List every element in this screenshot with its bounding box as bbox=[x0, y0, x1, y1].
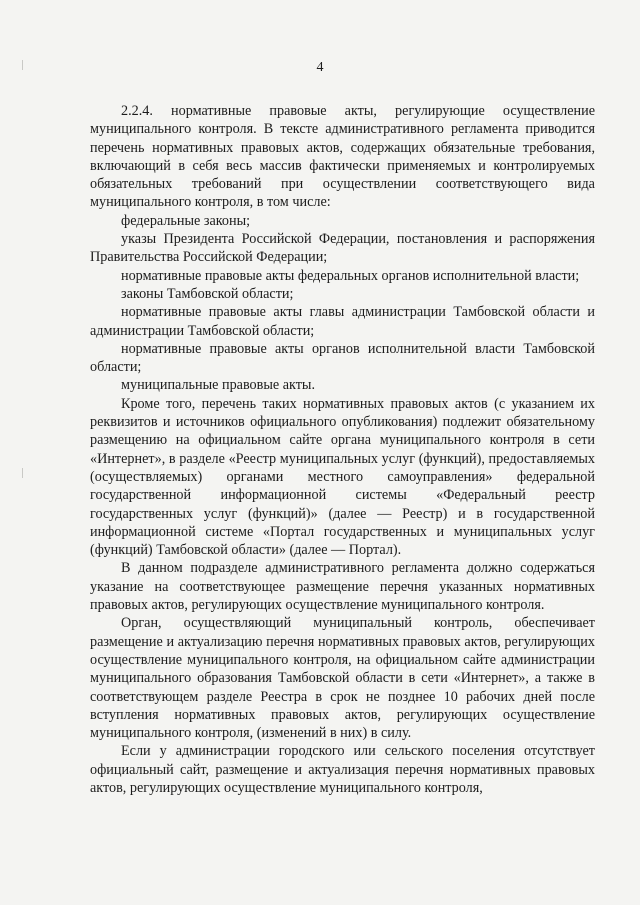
list-item-presidential-decrees: указы Президента Российской Федерации, постановления и распоряжения Правительства Российской Федерации; bbox=[90, 231, 595, 266]
page-number: 4 bbox=[316, 60, 324, 75]
list-item-federal-laws: федеральные законы; bbox=[121, 212, 251, 229]
list-item-regional-head-acts: нормативные правовые акты главы администрации Тамбовской области и администрации Тамбовской области; bbox=[90, 304, 595, 339]
paragraph-publication-requirement: Кроме того, перечень таких нормативных правовых актов (с указанием их реквизитов и источников официального опубликования) подлежит обязательному размещению на официальном сайте органа муниципального контроля в сети «Интернет», в разделе «Реестр муниципальных услуг (функций), предоставляемых (осуществляемых) органами местного самоуправления» федеральной государственной информационной системы «Федеральный реестр государственных услуг (функций)» (далее — Реестр) и в государственной информационной системе «Портал государственных и муниципальных услуг (функций) Тамбовской области» (далее — Портал). bbox=[90, 395, 595, 559]
paragraph-subsection-requirement: В данном подразделе административного регламента должно содержаться указание на соответствующее размещение перечня указанных нормативных правовых актов, регулирующих осуществление муниципального контроля. bbox=[90, 560, 595, 614]
list-item-municipal-acts: муниципальные правовые акты. bbox=[121, 377, 316, 394]
paragraph-no-website-case: Если у администрации городского или сельского поселения отсутствует официальный сайт, размещение и актуализация перечня нормативных правовых актов, регулирующих осуществление муниципального контроля, bbox=[90, 743, 595, 796]
paragraph-update-obligation: Орган, осуществляющий муниципальный контроль, обеспечивает размещение и актуализацию перечня нормативных правовых актов, регулирующих осуществление муниципального контроля, на официальном сайте администрации муниципального образования Тамбовской области в сети «Интернет», а также в соответствующем разделе Реестра в срок не позднее 10 рабочих дней после вступления нормативных правовых актов, регулирующих осуществление муниципального контроля, (изменений в них) в силу. bbox=[90, 615, 595, 742]
document-text bbox=[90, 102, 595, 797]
list-item-regional-executive-acts: нормативные правовые акты органов исполнительной власти Тамбовской области; bbox=[90, 340, 595, 376]
list-item-federal-executive-acts: нормативные правовые акты федеральных органов исполнительной власти; bbox=[121, 267, 580, 284]
paragraph-2-2-4: 2.2.4. нормативные правовые акты, регулирующие осуществление муниципального контроля. В тексте административного регламента приводится перечень нормативных правовых актов, содержащих обязательные требования, включающий в себя весь массив фактически применяемых и контролируемых обязательных требований при осуществлении соответствующего вида муниципального контроля, в том числе: bbox=[90, 103, 595, 211]
list-item-regional-laws: законы Тамбовской области; bbox=[121, 285, 294, 302]
scan-margin-line bbox=[22, 468, 23, 478]
